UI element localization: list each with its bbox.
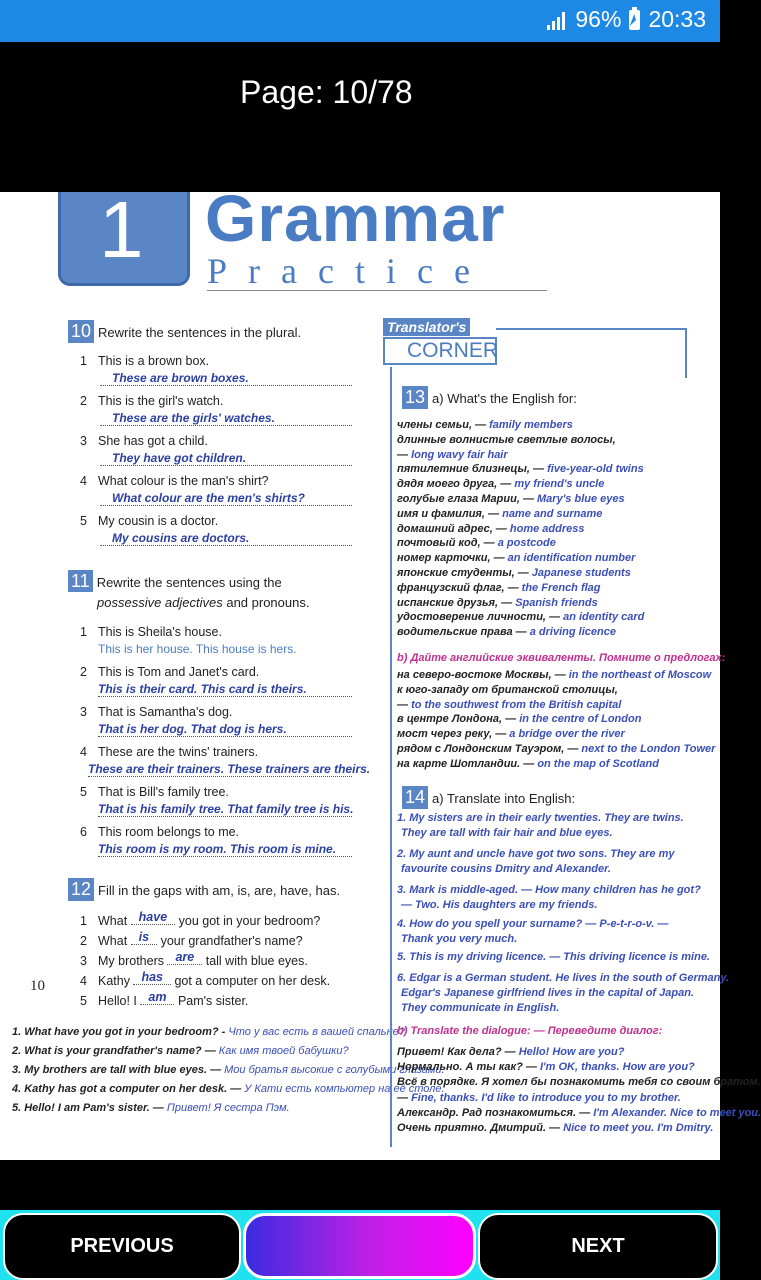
russian-text: удостоверение личности, — <box>397 611 564 624</box>
english-text: Spanish friends <box>515 596 598 609</box>
question-pre: What <box>98 914 131 928</box>
russian-text: в центре Лондона, — <box>397 713 520 726</box>
russian-text: мост через реку, — <box>397 728 510 741</box>
part14-b-heading: b) Translate the dialogue: — Переведите диалог: <box>397 1025 663 1037</box>
ex12-heading: 12 Fill in the gaps with am, is, are, have, has. <box>68 878 340 901</box>
signal-icon <box>547 10 565 30</box>
ex13-heading: 13 a) What's the English for: <box>402 386 577 409</box>
ex11-question <box>80 665 259 679</box>
corner-title: CORNER <box>383 337 497 365</box>
item-number: 6 <box>80 825 87 839</box>
corner-rule-left <box>390 367 392 1147</box>
question-text: This is a brown box. <box>98 354 210 368</box>
item-number: 4 <box>80 745 87 759</box>
gap-answer: are <box>167 950 202 965</box>
translate-line: 4. How do you spell your surname? — P-e-t-r-o-v. — <box>397 918 669 930</box>
question-text: This is Sheila's house. <box>98 625 222 639</box>
english-text: Japanese students <box>531 567 631 579</box>
question-pre: Hello! I <box>98 994 141 1008</box>
question-post: you got in your bedroom? <box>175 914 321 928</box>
russian-text: французский флаг, — <box>397 581 522 594</box>
russian-text: — <box>397 1091 412 1104</box>
russian-text: Очень приятно. Дмитрий. — <box>397 1122 564 1134</box>
translate-line: — Two. His daughters are my friends. <box>401 899 598 911</box>
translate-line: 3. Mark is middle-aged. — How many children has he got? <box>397 884 701 896</box>
russian-text: номер карточки, — <box>397 552 508 565</box>
translation-ru: Привет! Я сестра Пэм. <box>166 1102 290 1114</box>
previous-button[interactable]: PREVIOUS <box>3 1213 241 1280</box>
english-text: Fine, thanks. I'd like to introduce you to my brother. <box>411 1091 681 1104</box>
corner-line <box>397 728 625 740</box>
translation-en: 4. Kathy has got a computer on her desk. — <box>12 1083 245 1095</box>
english-text: my friend's uncle <box>514 478 605 491</box>
translation-line <box>12 1064 445 1076</box>
russian-text: пятилетние близнецы, — <box>397 463 548 476</box>
ex11-answer: This is her house. This house is hers. <box>98 642 297 656</box>
ex11-question <box>80 705 232 719</box>
page-indicator: Page: 10/78 <box>240 74 413 110</box>
corner-rule <box>496 328 686 330</box>
corner-line <box>397 1076 761 1088</box>
page-title: Grammar <box>205 181 506 255</box>
english-text: in the centre of London <box>519 713 642 726</box>
translation-ru: У Кати есть компьютер на её столе. <box>244 1083 445 1095</box>
item-number: 1 <box>80 625 87 639</box>
russian-text: дядя моего друга, — <box>397 478 515 491</box>
ex10-answer: These are brown boxes. <box>100 371 352 386</box>
corner-line <box>397 508 602 520</box>
russian-text: домашний адрес, — <box>397 522 510 535</box>
corner-line <box>397 743 715 755</box>
corner-line <box>397 567 631 579</box>
gap-answer: am <box>140 990 174 1005</box>
corner-line <box>397 1061 695 1073</box>
ex10-answer: What colour are the men's shirts? <box>100 491 352 506</box>
translate-line: They communicate in English. <box>401 1002 560 1014</box>
item-number: 2 <box>80 665 87 679</box>
russian-text: на карте Шотландии. — <box>397 757 538 770</box>
gap-answer: have <box>131 910 176 925</box>
corner-label: Translator's <box>383 318 470 336</box>
question-post: got a computer on her desk. <box>170 974 331 988</box>
question-text: These are the twins' trainers. <box>98 745 259 759</box>
english-text: to the southwest from the British capital <box>411 698 622 711</box>
question-text: She has got a child. <box>98 434 208 448</box>
translation-en: 1. What have you got in your bedroom? - <box>12 1026 229 1038</box>
corner-line <box>397 463 644 475</box>
ex12-question <box>80 950 308 968</box>
corner-line <box>397 597 598 609</box>
corner-line <box>397 478 604 490</box>
question-post: your grandfather's name? <box>157 934 303 948</box>
translation-ru: Что у вас есть в вашей спальне? <box>228 1026 405 1038</box>
corner-rule-right <box>685 328 687 378</box>
corner-line <box>397 669 711 681</box>
question-text: This is the girl's watch. <box>98 394 224 408</box>
english-text: in the northeast of Moscow <box>568 669 712 681</box>
english-text: on the map of Scotland <box>537 757 659 770</box>
translation-line <box>12 1083 445 1095</box>
battery-charging-icon <box>629 10 640 30</box>
ex11-question <box>80 745 258 759</box>
russian-text: рядом с Лондонским Тауэром, — <box>397 743 582 755</box>
english-text: an identity card <box>563 611 645 624</box>
translate-line: favourite cousins Dmitry and Alexander. <box>401 863 611 875</box>
ex12-question <box>80 970 331 988</box>
english-text: long wavy fair hair <box>411 448 508 461</box>
english-text: Mary's blue eyes <box>537 493 625 505</box>
question-post: Pam's sister. <box>174 994 249 1008</box>
ex11-question <box>80 785 229 799</box>
english-text: I'm Alexander. Nice to meet you. <box>593 1106 761 1119</box>
english-text: five-year-old twins <box>547 463 644 476</box>
ex11-heading: 11 Rewrite the sentences using the possessive adjectives and pronouns. <box>68 570 309 613</box>
question-post: tall with blue eyes. <box>202 954 308 968</box>
english-text: Hello! How are you? <box>518 1046 625 1058</box>
item-number: 5 <box>80 785 87 799</box>
english-text: the French flag <box>521 581 601 594</box>
next-button[interactable]: NEXT <box>478 1213 718 1280</box>
corner-line <box>397 552 635 564</box>
translate-line: 6. Edgar is a German student. He lives in the south of Germany. <box>397 972 730 984</box>
english-text: a driving licence <box>529 626 616 639</box>
ex10-heading: 10 Rewrite the sentences in the plural. <box>68 320 301 343</box>
ex11-answer: This is their card. This card is theirs. <box>98 682 352 697</box>
russian-text: к юго-западу от британской столицы, <box>397 683 618 696</box>
ex12-question <box>80 910 321 928</box>
ex12-question <box>80 930 303 948</box>
item-number: 3 <box>80 705 87 719</box>
corner-line <box>397 582 601 594</box>
russian-text: члены семьи, — <box>397 419 490 431</box>
item-number: 3 <box>80 434 87 448</box>
corner-line <box>397 449 508 461</box>
corner-line <box>397 419 573 431</box>
english-text: next to the London Tower <box>581 743 716 755</box>
gap-answer: is <box>131 930 157 945</box>
page-slider-button[interactable] <box>243 1213 476 1279</box>
item-number: 5 <box>80 994 87 1008</box>
item-number: 3 <box>80 954 87 968</box>
corner-line <box>397 684 618 696</box>
unit-badge: 1 <box>58 192 190 286</box>
english-text: I'm OK, thanks. How are you? <box>539 1061 695 1074</box>
ex10-question <box>80 434 208 448</box>
translate-line: 1. My sisters are in their early twenties. They are twins. <box>397 812 684 824</box>
english-text: an identification number <box>507 552 636 565</box>
document-page[interactable] <box>0 181 761 1160</box>
item-number: 2 <box>80 934 87 948</box>
question-text: My cousin is a doctor. <box>98 514 219 528</box>
item-number: 2 <box>80 394 87 408</box>
english-text: a postcode <box>497 537 556 550</box>
corner-line <box>397 1107 761 1119</box>
russian-text: — <box>397 698 412 711</box>
ex11-answer: This room is my room. This room is mine. <box>98 842 352 857</box>
ex10-question <box>80 474 269 488</box>
russian-text: Всё в порядке. Я хотел бы познакомить тебя со своим братом. <box>397 1076 761 1089</box>
item-number: 4 <box>80 474 87 488</box>
ex11-question <box>80 825 239 839</box>
translation-en: 5. Hello! I am Pam's sister. — <box>12 1102 167 1114</box>
question-text: What colour is the man's shirt? <box>98 474 269 488</box>
translate-line: 5. This is my driving licence. — This driving licence is mine. <box>397 951 710 963</box>
ex12-question <box>80 990 249 1008</box>
corner-line <box>397 1092 681 1104</box>
russian-text: имя и фамилия, — <box>397 507 503 520</box>
corner-line <box>397 537 556 549</box>
question-text: That is Bill's family tree. <box>98 785 229 799</box>
viewer-header <box>0 42 720 192</box>
clock: 20:33 <box>648 6 706 32</box>
corner-line <box>397 699 621 711</box>
russian-text: почтовый код, — <box>397 537 498 550</box>
translate-line: 2. My aunt and uncle have got two sons. They are my <box>397 848 675 860</box>
corner-line <box>397 611 644 623</box>
ex11-answer: These are their trainers. These trainers are theirs. <box>88 762 371 776</box>
english-text: name and surname <box>502 507 603 520</box>
title-divider <box>207 290 547 291</box>
english-text: family members <box>489 419 573 431</box>
russian-text: на северо-востоке Москвы, — <box>397 669 569 681</box>
ex11-question <box>80 625 222 639</box>
status-bar <box>0 0 720 42</box>
question-pre: My brothers <box>98 954 168 968</box>
ex10-question <box>80 514 218 528</box>
corner-line <box>397 626 616 638</box>
russian-text: — <box>397 448 412 461</box>
translate-line: They are tall with fair hair and blue eyes. <box>401 827 613 839</box>
english-text: home address <box>509 522 585 535</box>
russian-text: испанские друзья, — <box>397 596 516 609</box>
russian-text: японские студенты, — <box>397 567 532 579</box>
translation-line <box>12 1026 405 1038</box>
page-subtitle: Practice <box>207 251 491 291</box>
corner-line <box>397 1122 713 1134</box>
part-b-heading: b) Дайте английские эквиваленты. Помните о предлогах: <box>397 652 726 664</box>
item-number: 1 <box>80 354 87 368</box>
translation-line <box>12 1045 349 1057</box>
english-text: Nice to meet you. I'm Dmitry. <box>563 1122 714 1134</box>
english-text: a bridge over the river <box>509 728 625 741</box>
ex10-answer: My cousins are doctors. <box>100 531 352 546</box>
question-pre: Kathy <box>98 974 134 988</box>
russian-text: Нормально. А ты как? — <box>397 1061 540 1074</box>
battery-percent: 96% <box>575 6 622 32</box>
russian-text: голубые глаза Марии, — <box>397 493 538 505</box>
translation-en: 2. What is your grandfather's name? — <box>12 1045 219 1057</box>
item-number: 4 <box>80 974 87 988</box>
ex10-question <box>80 354 209 368</box>
translate-line: Thank you very much. <box>401 933 518 945</box>
corner-line <box>397 523 584 535</box>
corner-line <box>397 1046 624 1058</box>
question-text: This is Tom and Janet's card. <box>98 665 260 679</box>
ex10-answer: They have got children. <box>100 451 352 466</box>
corner-line <box>397 493 625 505</box>
question-text: That is Samantha's dog. <box>98 705 233 719</box>
corner-line <box>397 434 616 446</box>
corner-line <box>397 758 659 770</box>
ex14-heading: 14 a) Translate into English: <box>402 786 575 809</box>
item-number: 5 <box>80 514 87 528</box>
translation-ru: Мои братья высокие с голубыми глазами. <box>224 1064 445 1076</box>
translation-ru: Как имя твоей бабушки? <box>218 1045 349 1057</box>
item-number: 1 <box>80 914 87 928</box>
ex10-answer: These are the girls' watches. <box>100 411 352 426</box>
gap-answer: has <box>133 970 171 985</box>
ex11-answer: That is his family tree. That family tree is his. <box>98 802 354 816</box>
question-text: This room belongs to me. <box>98 825 240 839</box>
page-number: 10 <box>30 978 45 994</box>
corner-line <box>397 713 641 725</box>
russian-text: Привет! Как дела? — <box>397 1046 519 1058</box>
ex10-question <box>80 394 223 408</box>
translate-line: Edgar's Japanese girlfriend lives in the capital of Japan. <box>401 987 694 999</box>
russian-text: водительские права — <box>397 626 530 639</box>
question-pre: What <box>98 934 131 948</box>
translation-line <box>12 1102 290 1114</box>
russian-text: Александр. Рад познакомиться. — <box>397 1106 594 1119</box>
ex11-answer: That is her dog. That dog is hers. <box>98 722 352 737</box>
translation-en: 3. My brothers are tall with blue eyes. — <box>12 1064 225 1076</box>
russian-text: длинные волнистые светлые волосы, <box>397 433 616 446</box>
